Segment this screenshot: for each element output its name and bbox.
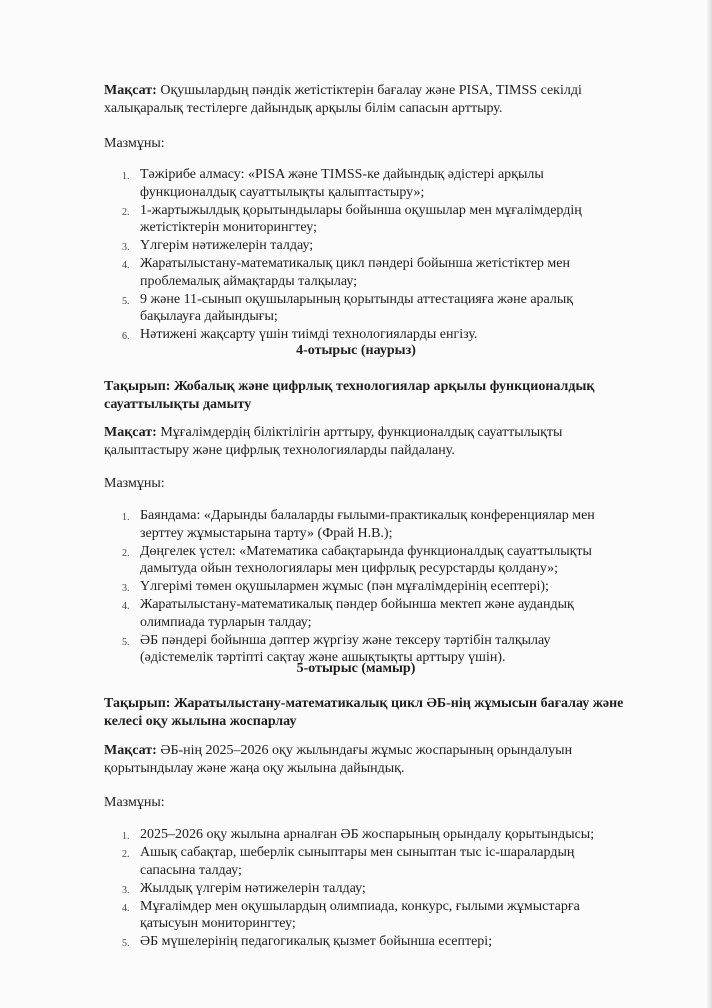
list-item: 2. Ашық сабақтар, шеберлік сыныптары мен сыныптан тыс іс-шаралардың сапасына талдау; bbox=[122, 845, 575, 878]
contents-label: Мазмұны: bbox=[104, 476, 165, 491]
list-item: 4. Жаратылыстану-математикалық цикл пәндері бойынша жетістіктер мен проблемалық аймақтарды талқылау; bbox=[122, 256, 570, 289]
topic-label: Тақырып: bbox=[104, 696, 171, 711]
list-item: 3. Үлгерім нәтижелерін талдау; bbox=[122, 238, 314, 253]
goal-label: Мақсат: bbox=[104, 83, 157, 98]
list-item: 1. Баяндама: «Дарынды балаларды ғылыми-практикалық конференциялар мен зерттеу жұмыстарына тарту» (Фрай Н.В.); bbox=[122, 508, 595, 541]
topic-text: Жаратылыстану-математикалық цикл ӘБ-нің жұмысын бағалау және келесі оқу жылына жоспарлау bbox=[104, 696, 624, 729]
goal-paragraph bbox=[104, 82, 604, 117]
topic-paragraph bbox=[104, 378, 624, 414]
scan-edge-shadow bbox=[706, 0, 712, 1008]
list-item: 1. 2025–2026 оқу жылына арналған ӘБ жоспарының орындалу қорытындысы; bbox=[122, 827, 595, 842]
goal-paragraph bbox=[104, 424, 604, 459]
list-item: 4. Жаратылыстану-математикалық пәндер бойынша мектеп және аудандық олимпиада турларын талдау; bbox=[122, 597, 574, 630]
list-item: 2. Дөңгелек үстел: «Математика сабақтарында функционалдық сауаттылықты дамытуда ойын технологиялары мен цифрлық ресурстарды қолдану»; bbox=[122, 543, 592, 576]
list-item: 1. Тәжірибе алмасу: «PISA және TIMSS-ке дайындық әдістері арқылы функционалдық сауаттылықты қалыптастыру»; bbox=[122, 167, 544, 200]
contents-list bbox=[104, 166, 609, 344]
list-item: 4. Мұғалімдер мен оқушылардың олимпиада, конкурс, ғылыми жұмыстарға қатысуын мониторингтеу; bbox=[122, 898, 580, 931]
goal-label: Мақсат: bbox=[104, 743, 157, 758]
goal-text: ӘБ-нің 2025–2026 оқу жылындағы жұмыс жоспарының орындалуын қорытындылау және жаңа оқу жылына дайындық. bbox=[104, 743, 573, 776]
list-item: 5. ӘБ мүшелерінің педагогикалық қызмет бойынша есептері; bbox=[122, 934, 493, 949]
contents-label: Мазмұны: bbox=[104, 795, 165, 810]
contents-list bbox=[104, 826, 609, 951]
section-heading: 4-отырыс (наурыз) bbox=[296, 343, 416, 358]
list-item: 3. Үлгерімі төмен оқушылармен жұмыс (пән мұғалімдерінің есептері); bbox=[122, 579, 549, 594]
contents-list bbox=[104, 507, 609, 667]
topic-text: Жобалық және цифрлық технологиялар арқылы функционалдық сауаттылықты дамыту bbox=[104, 379, 595, 412]
list-item: 2. 1-жартыжылдық қорытындылары бойынша оқушылар мен мұғалімдердің жетістіктерін мониторингтеу; bbox=[122, 202, 582, 235]
list-item: 5. 9 және 11-сынып оқушыларының қорытынды аттестацияға және аралық бақылауға дайындығы; bbox=[122, 291, 574, 324]
list-item: 5. ӘБ пәндері бойынша дәптер жүргізу және тексеру тәртібін талқылау (әдістемелік тәртіпті сақтау және ашықтықты арттыру үшін). bbox=[122, 632, 551, 665]
topic-paragraph bbox=[104, 695, 624, 731]
goal-label: Мақсат: bbox=[104, 425, 157, 440]
list-item: 6. Нәтижені жақсарту үшін тиімді технологияларды енгізу. bbox=[122, 327, 478, 342]
topic-label: Тақырып: bbox=[104, 379, 171, 394]
goal-text: Мұғалімдердің біліктілігін арттыру, функционалдық сауаттылықты қалыптастыру және цифрлық технологияларды пайдалану. bbox=[104, 425, 563, 458]
section-heading: 5-отырыс (мамыр) bbox=[296, 661, 416, 676]
contents-label: Мазмұны: bbox=[104, 136, 165, 151]
list-item: 3. Жылдық үлгерім нәтижелерін талдау; bbox=[122, 880, 366, 896]
goal-text: Оқушылардың пәндік жетістіктерін бағалау және PISA, TIMSS секілді халықаралық тестілерге дайындық арқылы білім сапасын арттыру. bbox=[104, 83, 582, 116]
goal-paragraph bbox=[104, 742, 604, 777]
